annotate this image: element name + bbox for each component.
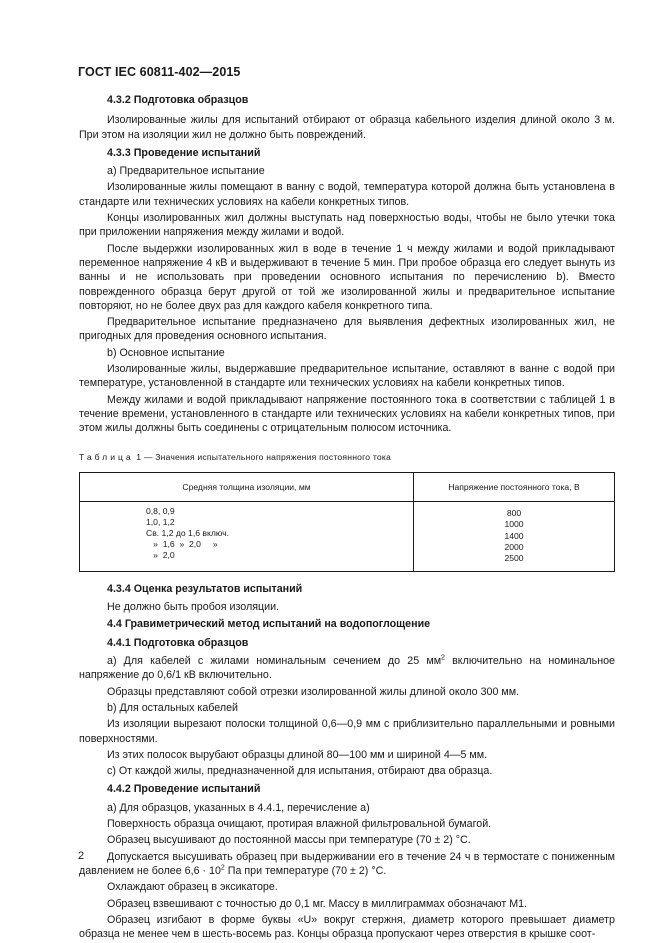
list-item-a-text-end: включительно на номинальное напряжение до 0,6/1 кВ включительно. [79,655,615,682]
paragraph: Образцы представляют собой отрезки изолированной жилы длиной около 300 мм. [107,685,520,698]
page-number: 2 [78,850,85,862]
paragraph: Образец изгибают в форме буквы «U» вокруг стержня, диаметр которого превышает диаметр образца не менее чем в шесть-восемь раз. Концы образца пропускают через отверстия в крышке соот- [79,913,615,941]
paragraph: Предварительное испытание предназначено для выявления дефектных изолированных жил, не пригодных для проведения основного испытания. [79,316,615,343]
list-label-c: с) От каждой жилы, предназначенной для испытания, отбирают два образца. [107,765,493,778]
table-1-caption [79,450,615,464]
paragraph: Поверхность образца очищают, протирая влажной фильтровальной бумагой. [107,818,492,831]
list-item-a [79,654,615,683]
voltage-value: 1400 [504,530,524,541]
heading-4-3-4: 4.3.4 Оценка результатов испытаний [107,582,303,595]
paragraph: Изолированные жилы для испытаний отбирают от образца кабельного изделия длиной около 3 м. При этом на изоляции жил не должно быть повреждений. [79,114,615,141]
heading-4-3-2: 4.3.2 Подготовка образцов [107,94,249,106]
heading-4-4-1: 4.4.1 Подготовка образцов [107,636,249,649]
paragraph: После выдержки изолированных жил в воде в течение 1 ч между жилами и водой прикладывают переменное напряжение 4 кВ и выдерживают в течение 5 мин. При пробое образца его следует вынуть из ванны и не использовать при проведении основного испытания по перечислению b). Вместо поврежденного образца берут другой от той же изолированной жилы и предварительное испытание повторяют, но не более двух раз для каждого кабеля конкретного типа. [79,242,615,312]
paragraph: Изолированные жилы помещают в ванну с водой, температура которой должна быть установлена в стандарте или технических условиях на кабели конкретных типов. [79,181,615,208]
paragraph: Из изоляции вырезают полоски толщиной 0,6—0,9 мм с приблизительно параллельными и ровными поверхностями. [79,718,615,745]
thickness-value: Св. 1,2 до 1,6 включ. [146,527,229,538]
paragraph: Образец высушивают до постоянной массы при температуре (70 ± 2) °С. [107,834,471,847]
table-col-voltage: Напряжение постоянного тока, В [414,472,615,501]
table-caption-word: Таблица [79,451,134,462]
paragraph: Между жилами и водой прикладывают напряжение постоянного тока в соответствии с таблицей 1 в течение времени, установленного в стандарте или технических условиях на кабели конкретных типов, при этом жилы должны быть соединены с отрицательным полюсом источника. [79,393,615,435]
voltage-value: 800 [506,507,522,518]
thickness-value: 1,0, 1,2 [146,516,175,527]
list-label-a: а) Предварительное испытание [107,165,265,178]
table-1 [79,472,615,572]
paragraph-text-end: Па при температуре (70 ± 2) °С. [224,864,387,877]
paragraph: Образец взвешивают с точностью до 0,1 мг. Массу в миллиграммах обозначают М1. [107,897,528,910]
heading-4-4: 4.4 Гравиметрический метод испытаний на водопоглощение [107,618,431,631]
paragraph: Изолированные жилы, выдержавшие предварительное испытание, оставляют в ванне с водой при температуре, установленной в стандарте или технических условиях на кабели конкретных типов. [79,363,615,390]
superscript: 2 [441,654,445,662]
voltage-value: 2500 [504,553,524,564]
page-header-standard: ГОСТ IEC 60811-402—2015 [78,65,241,79]
list-label-b: b) Основное испытание [107,346,225,359]
paragraph [79,850,615,879]
voltage-value: 1000 [504,519,524,530]
table-caption-text: 1 — Значения испытательного напряжения постоянного тока [136,451,392,462]
heading-4-4-2: 4.4.2 Проведение испытаний [107,783,261,796]
thickness-value: » 1,6 » 2,0 » [146,538,218,549]
paragraph: Из этих полосок вырубают образцы длиной 80—100 мм и шириной 4—5 мм. [107,748,488,761]
paragraph: Не должно быть пробоя изоляции. [107,601,280,614]
table-cell-thickness [80,501,414,571]
list-label-b: b) Для остальных кабелей [107,701,239,714]
list-item-a-text: а) Для кабелей с жилами номинальным сечением до 25 мм [107,655,442,668]
list-label-a: а) Для образцов, указанных в 4.4.1, перечисление а) [107,801,370,814]
table-header-row [80,472,615,501]
table-cell-voltage [414,501,615,571]
superscript: 2 [220,864,225,872]
paragraph-text: Допускается высушивать образец при выдерживании его в течение 24 ч в термостате с пониженным давлением не более 6,6 · 10 [79,850,615,877]
thickness-value: 0,8, 0,9 [146,505,175,516]
paragraph: Концы изолированных жил должны выступать над поверхностью воды, чтобы не было утечки тока при приложении напряжения между жилами и водой. [79,212,615,239]
table-row [80,501,615,571]
paragraph: Охлаждают образец в эксикаторе. [107,881,278,894]
voltage-value: 2000 [504,542,524,553]
heading-4-3-3: 4.3.3 Проведение испытаний [107,146,261,159]
thickness-value: » 2,0 [146,549,175,560]
table-col-thickness: Средняя толщина изоляции, мм [80,472,414,501]
document-body [79,93,615,943]
